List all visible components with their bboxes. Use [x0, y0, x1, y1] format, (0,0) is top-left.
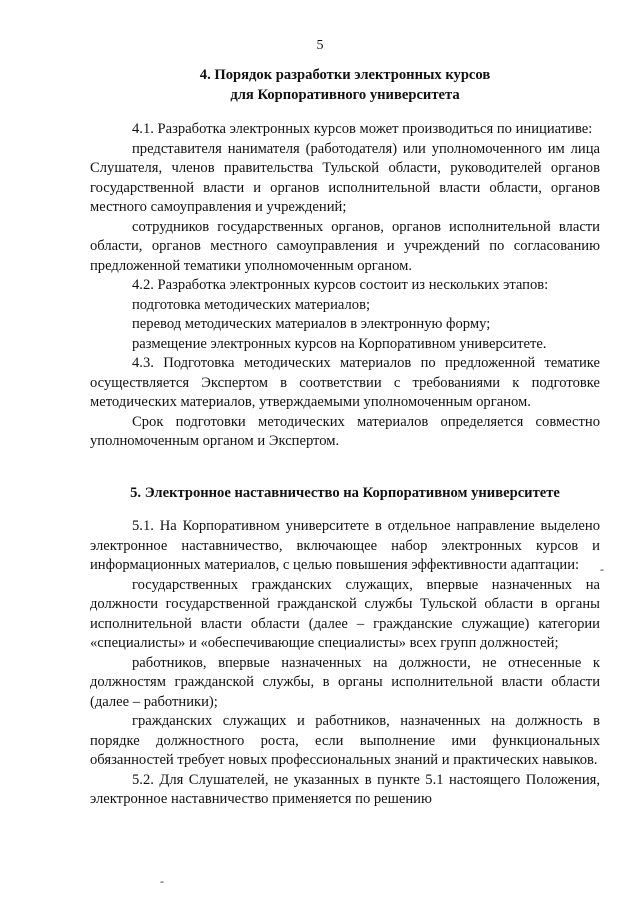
paragraph-4-2: 4.2. Разработка электронных курсов состоит из нескольких этапов:	[132, 277, 549, 293]
list-item: размещение электронных курсов на Корпоративном университете.	[132, 335, 547, 352]
section-5-title: 5. Электронное наставничество на Корпоративном университете	[130, 485, 560, 501]
paragraph: гражданских служащих и работников, назначенных на должность в порядке должностного роста, если выполнение ими функциональных обязанностей требует новых профессиональных знаний и практических навыков.	[90, 713, 600, 768]
scan-mark: -	[600, 562, 604, 576]
section-4-body	[90, 120, 600, 452]
section-4-title	[90, 66, 600, 105]
scan-mark: -	[160, 874, 164, 888]
page-number: 5	[316, 38, 324, 53]
section-4-title-line-1: 4. Порядок разработки электронных курсов	[199, 67, 491, 83]
paragraph-4-1: 4.1. Разработка электронных курсов может производиться по инициативе:	[132, 121, 593, 137]
list-item: подготовка методических материалов;	[132, 296, 371, 313]
paragraph-5-1: 5.1. На Корпоративном университете в отдельное направление выделено электронное наставничество, включающее набор электронных курсов и информационных материалов, с целью повышения эффективности адаптации:	[90, 518, 600, 573]
paragraph: представителя нанимателя (работодателя) или уполномоченного им лица Слушателя, членов правительства Тульской области, руководителей органов государственной власти и органов исполнительной власти области, органов местного самоуправления и учреждений;	[90, 140, 600, 215]
paragraph: государственных гражданских служащих, впервые назначенных на должности государственной гражданской службы Тульской области в органы исполнительной власти области (далее – гражданские служащие) категории «специалисты» и «обеспечивающие специалисты» всех групп должностей;	[90, 576, 600, 651]
list-item: перевод методических материалов в электронную форму;	[132, 316, 491, 332]
paragraph: Срок подготовки методических материалов определяется совместно уполномоченным органом и Экспертом.	[90, 413, 600, 449]
paragraph: работников, впервые назначенных на должности, не отнесенные к должностям гражданской службы, в органы исполнительной власти области (далее – работники);	[90, 654, 600, 710]
paragraph-4-3: 4.3. Подготовка методических материалов по предложенной тематике осуществляется Экспертом в соответствии с требованиями к подготовке методических материалов, утверждаемыми уполномоченным органом.	[90, 355, 600, 410]
section-4-title-line-2: для Корпоративного университета	[230, 86, 460, 103]
paragraph: сотрудников государственных органов, органов исполнительной власти области, органов местного самоуправления и учреждений по согласованию предложенной тематики уполномоченным органом.	[90, 218, 600, 274]
paragraph-5-2: 5.2. Для Слушателей, не указанных в пункте 5.1 настоящего Положения, электронное наставничество применяется по решению	[90, 771, 600, 807]
section-5-body	[90, 517, 600, 810]
